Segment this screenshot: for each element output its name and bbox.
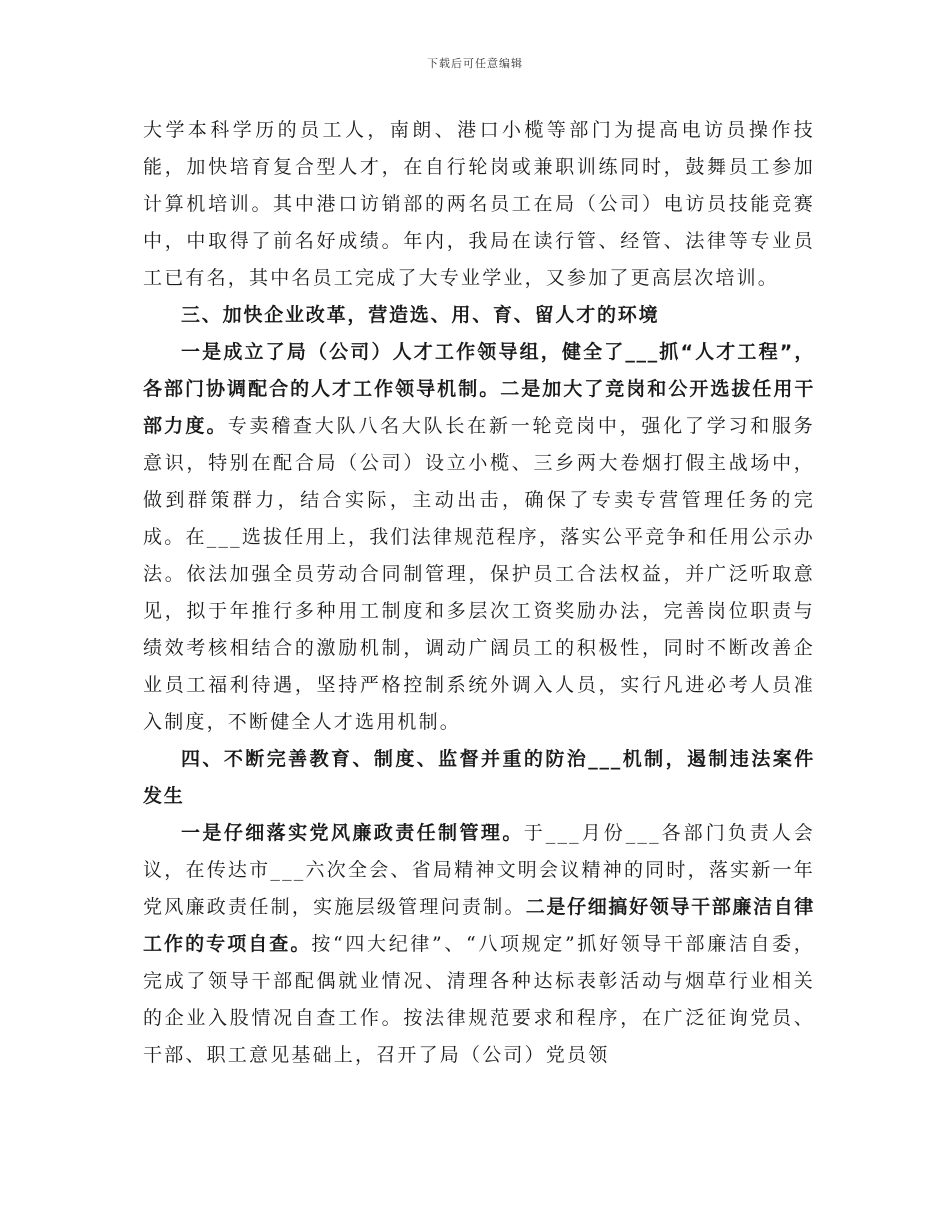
paragraph-integrity-bold-2: 二是仔细搞好领导干部廉洁自律工作的专项自查。 [143,896,815,955]
paragraph-integrity-bold-1: 一是仔细落实党风廉政责任制管理。 [181,822,524,844]
section-heading-3: 三、加快企业改革，营造选、用、育、留人才的环境 [181,304,660,326]
paragraph-talent [143,334,815,741]
paragraph-talent-text: 专卖稽查大队八名大队长在新一轮竞岗中，强化了学习和服务意识，特别在配合局（公司）设立小榄、三乡两大卷烟打假主战场中，做到群策群力，结合实际，主动出击，确保了专卖专营管理任务的完成。在___选拔任用上，我们法律规范程序，落实公平竞争和任用公示办法。依法加强全员劳动合同制管理，保护员工合法权益，并广泛听取意见，拟于年推行多种用工制度和多层次工资奖励办法，完善岗位职责与绩效考核相结合的激励机制，调动广阔员工的积极性，同时不断改善企业员工福利待遇，坚持严格控制系统外调入人员，实行凡进必考人员准入制度，不断健全人才选用机制。 [143,415,816,733]
paragraph-integrity-text-1: 于___月份___各部门负责人会议，在传达市___六次全会、省局精神文明会议精神的同时，落实新一年党风廉政责任制，实施层级管理问责制。 [143,822,815,918]
section-heading-4: 四、不断完善教育、制度、监督并重的防治___机制，遏制违法案件发生 [143,748,815,807]
paragraph-talent-bold: 一是成立了局（公司）人才工作领导组，健全了___抓“人才工程”，各部门协调配合的人才工作领导机制。二是加大了竞岗和公开选拔任用干部力度。 [143,341,815,437]
page-header: 下载后可任意编辑 [427,57,523,70]
document-body [143,112,815,1074]
paragraph-integrity [143,815,815,1074]
paragraph-integrity-text-2: 按“四大纪律”、“八项规定”抓好领导干部廉洁自委，完成了领导干部配偶就业情况、清理各种达标表彰活动与烟草行业相关的企业入股情况自查工作。按法律规范要求和程序，在广泛征询党员、干部、职工意见基础上，召开了局（公司）党员领 [143,933,815,1066]
paragraph-continuation: 大学本科学历的员工人，南朗、港口小榄等部门为提高电访员操作技能，加快培育复合型人才，在自行轮岗或兼职训练同时，鼓舞员工参加计算机培训。其中港口访销部的两名员工在局（公司）电访员技能竞赛中，中取得了前名好成绩。年内，我局在读行管、经管、法律等专业员工已有名，其中名员工完成了大专业学业，又参加了更高层次培训。 [143,119,815,289]
